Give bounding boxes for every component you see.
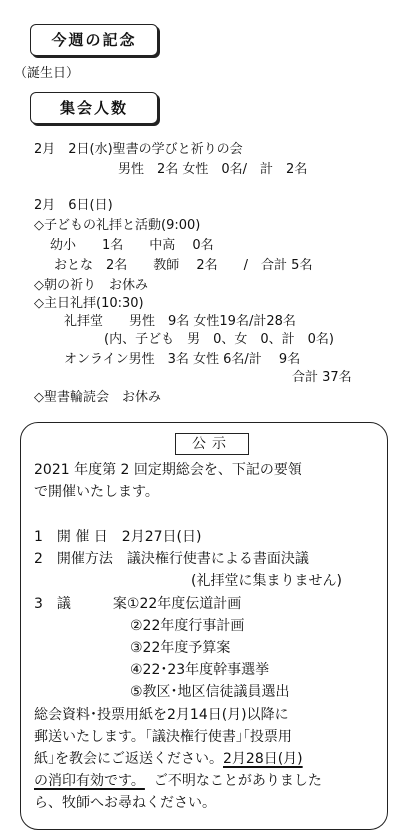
notice-body-4c: た	[307, 773, 322, 789]
memorial-title: 今週の記念	[51, 31, 137, 49]
att-line-11: オンライン男性 3名 女性 6名/計 9名	[64, 352, 301, 367]
notice-item-3b: ②22年度行事計画	[130, 618, 245, 634]
notice-body-5: ら、牧師へお尋ねください。	[34, 795, 216, 811]
notice-item-1: 1 開 催 日 2月27日(日)	[34, 529, 202, 545]
notice-item-2: 2 開催方法 議決権行使書による書面決議	[34, 551, 309, 567]
notice-item-3e: ⑤教区･地区信徒議員選出	[130, 684, 290, 700]
notice-body-1: 総会資料･投票用紙を2月14日(月)以降に	[34, 707, 289, 723]
notice-item-3c: ③22年度予算案	[130, 640, 231, 656]
birthday-label: （誕生日）	[14, 66, 80, 81]
att-line-6: おとな 2名 教師 2名 / 合計 5名	[54, 258, 313, 273]
att-line-3: 2月 6日(日)	[34, 198, 113, 213]
notice-body-4	[34, 772, 322, 790]
notice-intro-2: で開催いたします。	[34, 484, 159, 500]
notice-body-3	[34, 750, 303, 768]
att-line-13: ◇聖書輪読会 お休み	[34, 390, 161, 405]
notice-intro-1: 2021 年度第 2 回定期総会を、下記の要領	[34, 462, 302, 478]
memorial-title-box	[30, 24, 158, 56]
att-line-1: 2月 2日(水)聖書の学びと祈りの会	[34, 142, 243, 157]
att-line-7: ◇朝の祈り お休み	[34, 278, 148, 293]
attendance-title-box	[30, 92, 158, 124]
notice-body-3a: 紙｣を教会にご返送ください。	[34, 751, 223, 767]
attendance-title: 集会人数	[59, 99, 128, 117]
notice-body-2: 郵送いたします。｢議決権行使書｣｢投票用	[34, 729, 292, 745]
att-line-9: 礼拝堂 男性 9名 女性19名/計28名	[64, 314, 296, 329]
att-line-10: (内、子ども 男 0、女 0、計 0名)	[104, 332, 334, 347]
att-line-2: 男性 2名 女性 0名/ 計 2名	[118, 162, 308, 177]
notice-postmark-note: の消印有効です。	[34, 773, 145, 789]
att-line-4: ◇子どもの礼拝と活動(9:00)	[34, 218, 201, 233]
att-line-12: 合計 37名	[292, 370, 352, 385]
notice-box	[20, 422, 388, 830]
att-line-5: 幼小 1名 中高 0名	[50, 238, 214, 253]
att-line-8: ◇主日礼拝(10:30)	[34, 296, 144, 311]
notice-deadline-date: 2月28日(月)	[223, 751, 303, 767]
notice-body-4b: ご不明なことがありまし	[153, 773, 308, 789]
notice-item-3d: ④22･23年度幹事選挙	[130, 662, 270, 678]
notice-item-2b: (礼拝堂に集まりません)	[191, 573, 342, 589]
notice-title: 公示	[175, 433, 249, 455]
notice-item-3: 3 議 案①22年度伝道計画	[34, 596, 242, 612]
